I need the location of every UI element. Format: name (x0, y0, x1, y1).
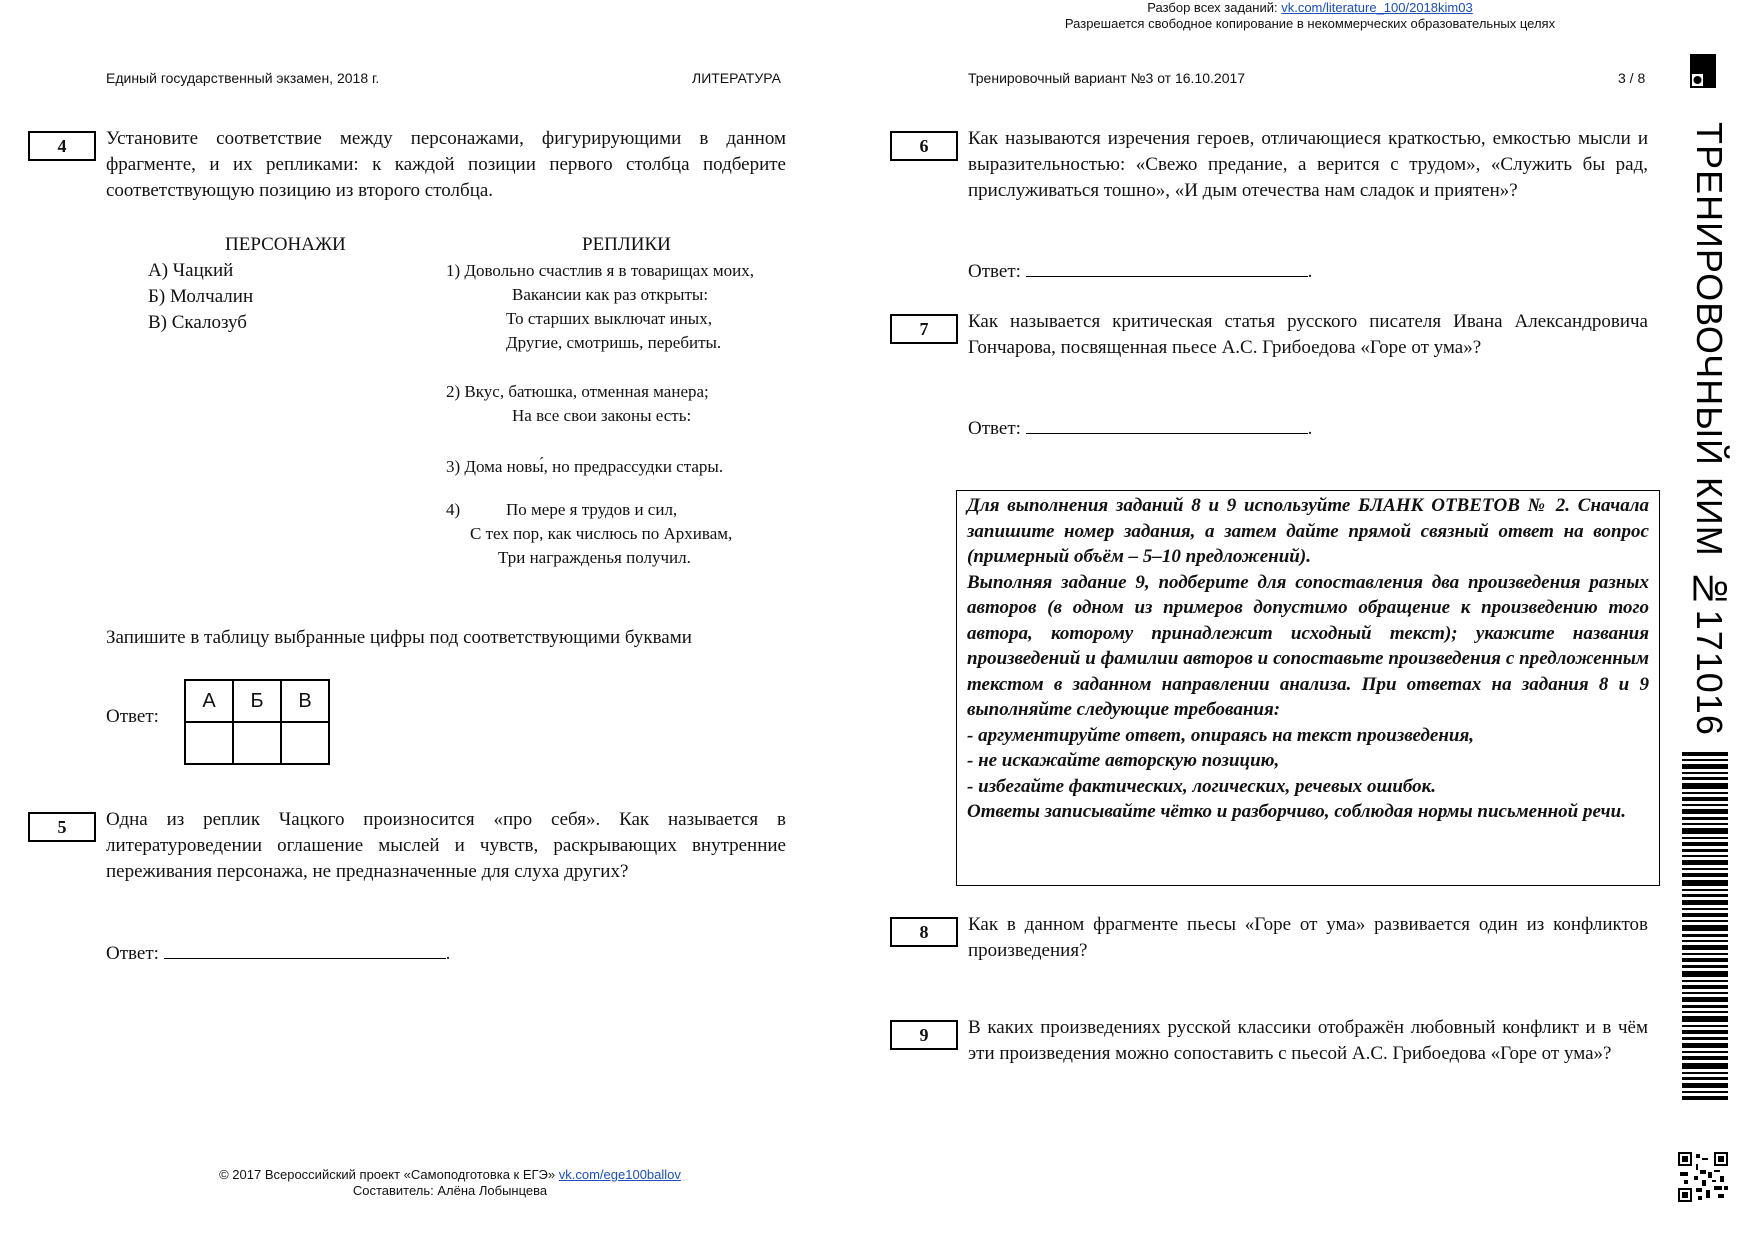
answer-label: Ответ: (106, 943, 159, 964)
task-number-9: 9 (890, 1020, 958, 1050)
task-5-text: Одна из реплик Чацкого произносится «про себя». Как называется в литературоведении оглашение мыслей и чувств, раскрывающих внутренние переживания персонажа, не предназначенные для слуха других? (106, 809, 786, 882)
reply-1 (446, 259, 796, 355)
page-number: 3 / 8 (1618, 70, 1646, 86)
task-number-4: 4 (28, 131, 96, 161)
answer-line[interactable] (1026, 258, 1308, 277)
answer-row-6: Ответ: . (968, 258, 1312, 285)
footer-analysis-label: Разбор всех заданий: (1147, 0, 1278, 15)
answer-label: Ответ: (968, 261, 1021, 282)
footer-analysis-link[interactable]: vk.com/literature_100/2018kim03 (1281, 0, 1473, 15)
footer-copyright: © 2017 Всероссийский проект «Самоподготовка к ЕГЭ» (219, 1167, 556, 1182)
reply-line: На все свои законы есть: (512, 406, 692, 425)
answer-row-7: Ответ: . (968, 415, 1312, 442)
barcode-icon (1682, 752, 1728, 1100)
task-number-7: 7 (890, 314, 958, 344)
answer-header-a: А (185, 680, 233, 722)
reply-line: По мере я трудов и сил, (506, 500, 678, 519)
reply-line: 3) Дома новы́, но предрассудки стары. (446, 457, 724, 476)
subject-label: ЛИТЕРАТУРА (692, 70, 781, 86)
reply-line: Вакансии как раз открыты: (512, 285, 709, 304)
vertical-variant-title: ТРЕНИРОВОЧНЫЙ КИМ №171016 (1689, 122, 1730, 736)
instructions-paragraph: Выполняя задание 9, подберите для сопоставления два произведения разных авторов (в одном из примеров допустимо обращение к произведению того автора, которому принадлежит исходный текст); укажите названия произведений и фамилии авторов и сопоставьте произведения с предложенным текстом в заданном направлении анализа. При ответах на задания 8 и 9 выполняйте следующие требования: (967, 571, 1649, 720)
reply-line: То старших выключат иных, (506, 309, 712, 328)
answer-cell[interactable] (233, 722, 281, 764)
instructions-paragraph: Для выполнения заданий 8 и 9 используйте БЛАНК ОТВЕТОВ № 2. Сначала запишите номер задания, а затем дайте прямой связный ответ на вопрос (примерный объём – 5–10 предложений). (967, 495, 1649, 567)
answer-label: Ответ: (106, 706, 159, 727)
character-item: А) Чацкий (148, 260, 234, 281)
answer-header-b: Б (233, 680, 281, 722)
corner-logo-icon (1690, 54, 1716, 88)
reply-line: 2) Вкус, батюшка, отменная манера; (446, 382, 709, 401)
task-number-5: 5 (28, 812, 96, 842)
instructions-paragraph: Ответы записывайте чётко и разборчиво, соблюдая нормы письменной речи. (967, 801, 1626, 822)
exam-title: Единый государственный экзамен, 2018 г. (106, 70, 380, 86)
answer-row-5: Ответ: . (106, 940, 450, 967)
replies-column-title: РЕПЛИКИ (582, 234, 671, 255)
answer-cell[interactable] (281, 722, 329, 764)
reply-3 (446, 455, 796, 479)
task-8-text: Как в данном фрагменте пьесы «Горе от ума» развивается один из конфликтов произведения? (968, 914, 1648, 961)
task-4-text: Установите соответствие между персонажами, фигурирующими в данном фрагменте, и их репликами: к каждой позиции первого столбца подберите соответствующую позицию из второго столбца. (106, 128, 786, 201)
task-7-text: Как называется критическая статья русского писателя Ивана Александровича Гончарова, посвященная пьесе А.С. Грибоедова «Горе от ума»? (968, 311, 1648, 358)
reply-line: С тех пор, как числюсь по Архивам, (470, 524, 733, 543)
footer-project-link[interactable]: vk.com/ege100ballov (558, 1167, 681, 1182)
character-item: В) Скалозуб (148, 312, 247, 333)
footer-license: Разрешается свободное копирование в некоммерческих образовательных целях (1064, 16, 1556, 31)
task-9-text: В каких произведениях русской классики отображён любовный конфликт и в чём эти произведения можно сопоставить с пьесой А.С. Грибоедова «Горе от ума»? (968, 1017, 1648, 1064)
reply-line: Другие, смотришь, перебиты. (506, 333, 722, 352)
reply-line: Три награжденья получил. (498, 548, 691, 567)
task-number-6: 6 (890, 131, 958, 161)
answer-table (184, 679, 330, 765)
character-item: Б) Молчалин (148, 286, 254, 307)
character-list (148, 258, 253, 336)
qr-code-icon (1678, 1152, 1728, 1202)
reply-4 (446, 498, 796, 570)
answer-header-v: В (281, 680, 329, 722)
task-6-text: Как называются изречения героев, отличающиеся краткостью, емкостью мысли и выразительностью: «Свежо предание, а верится с трудом», «Служить бы рад, прислуживаться тошно», «И дым отечества нам сладок и приятен»? (968, 128, 1648, 201)
footer-author: Составитель: Алёна Лобынцева (352, 1183, 548, 1198)
answer-cell[interactable] (185, 722, 233, 764)
reply-line: 1) Довольно счастлив я в товарищах моих, (446, 261, 754, 280)
requirement-item: - аргументируйте ответ, опираясь на текст произведения, (967, 724, 1475, 746)
requirement-item: - избегайте фактических, логических, речевых ошибок. (967, 775, 1437, 797)
footer-right (1000, 0, 1620, 32)
answer-label: Ответ: (968, 418, 1021, 439)
characters-column-title: ПЕРСОНАЖИ (225, 234, 346, 255)
answer-line[interactable] (164, 940, 446, 959)
variant-label: Тренировочный вариант №3 от 16.10.2017 (968, 70, 1246, 86)
task-number-8: 8 (890, 917, 958, 947)
reply-number: 4) (446, 500, 461, 519)
table-instruction: Запишите в таблицу выбранные цифры под соответствующими буквами (106, 627, 692, 648)
reply-2 (446, 380, 796, 428)
footer-left (150, 1167, 750, 1199)
answer-line[interactable] (1026, 415, 1308, 434)
instructions-box (956, 490, 1660, 886)
requirement-item: - не искажайте авторскую позицию, (967, 750, 1280, 771)
